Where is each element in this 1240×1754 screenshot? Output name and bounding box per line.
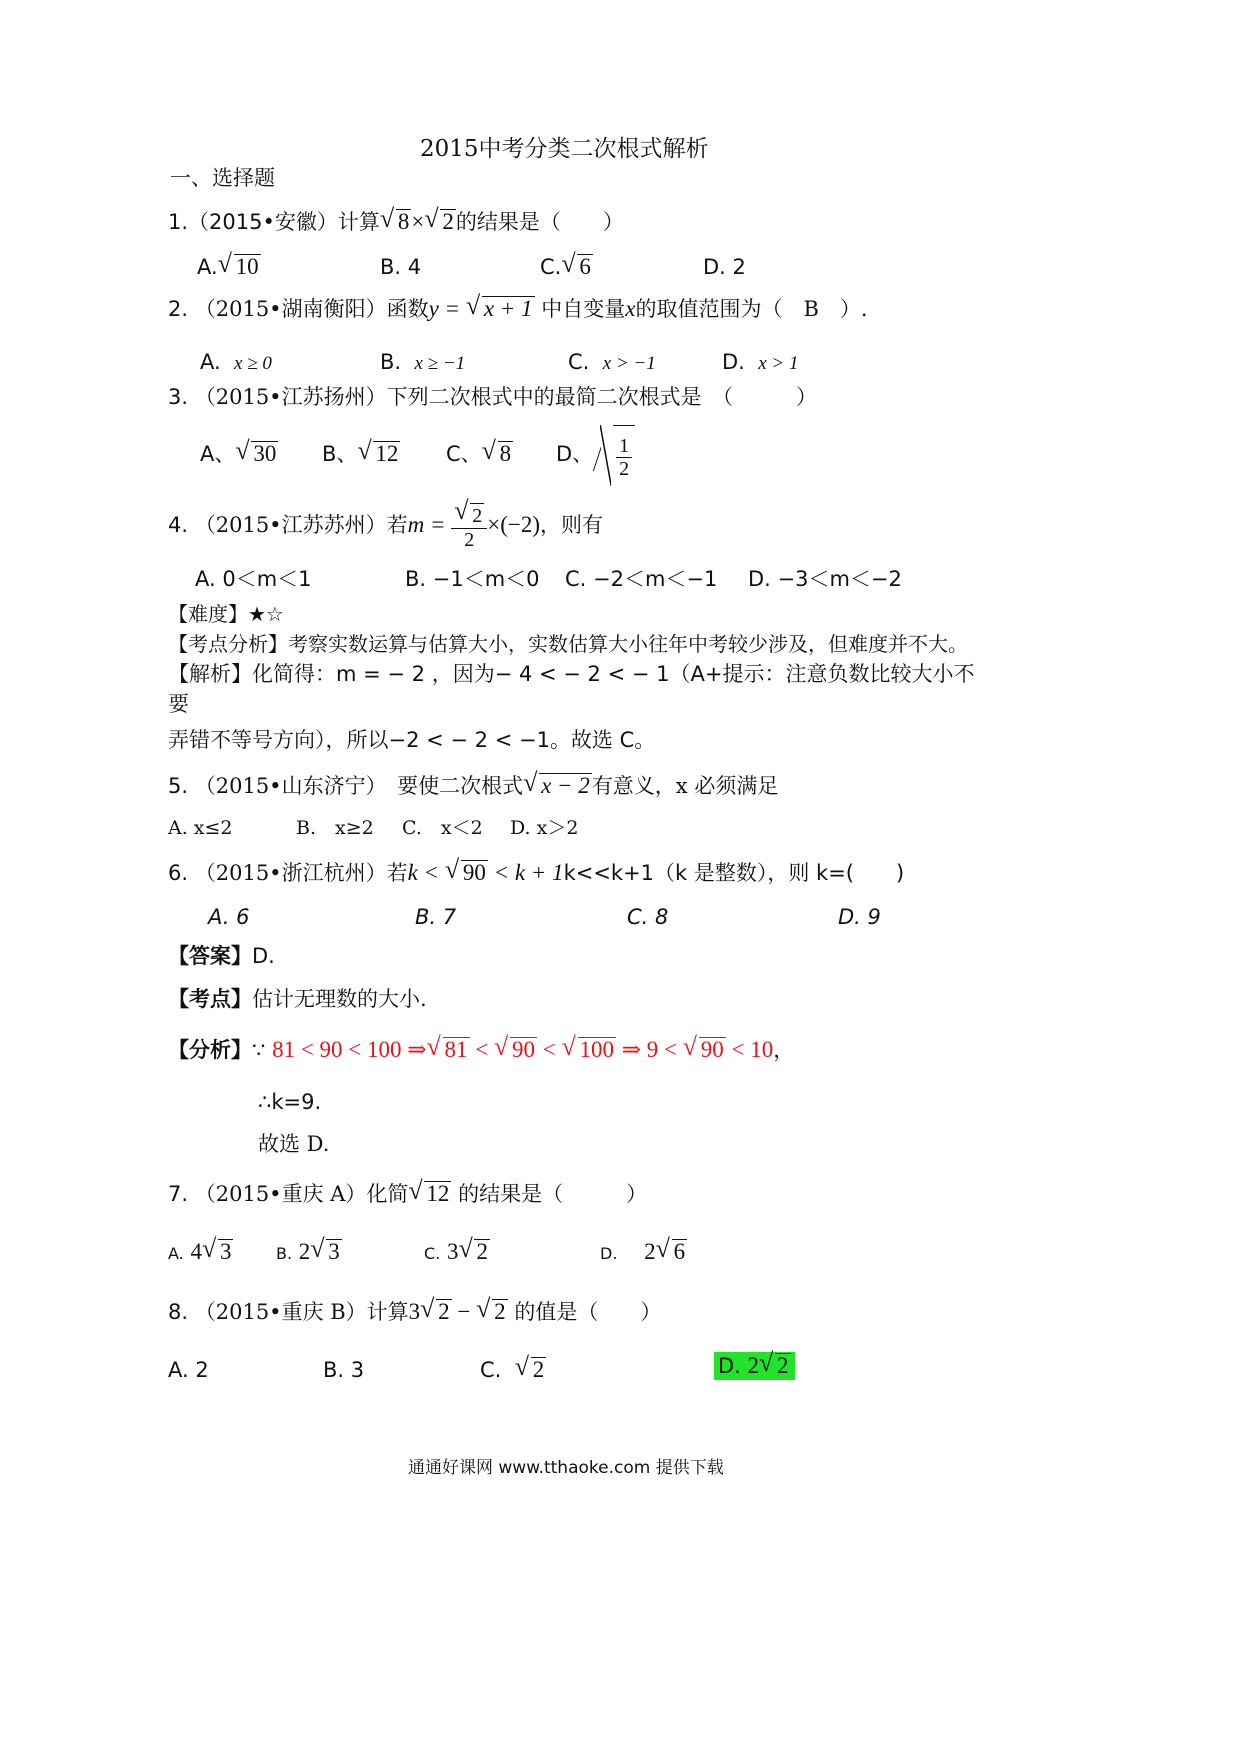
question-1-option-c: C.√ 6	[540, 253, 593, 281]
question-4-solution-line-2: 要	[168, 692, 189, 716]
question-6-choice: 故选 D.	[258, 1132, 330, 1156]
question-1-stem: 1.（2015•安徽）计算√ 8×√ 2的结果是（ ）	[168, 208, 624, 236]
question-1-option-a: A.√ 10	[197, 253, 261, 281]
question-6-option-a: A. 6	[208, 905, 250, 929]
question-5-option-c: C. x＜2	[402, 817, 483, 839]
question-3-option-c: C、√ 8	[446, 440, 513, 468]
question-6-option-d: D. 9	[838, 905, 881, 929]
question-2-stem: 2. （2015•湖南衡阳）函数y = √ x + 1 中自变量x的取值范围为（ B ）.	[168, 295, 868, 323]
question-2-option-c: C. x > −1	[568, 350, 656, 374]
question-6-stem: 6. （2015•浙江杭州）若k < √ 90 < k + 1k<<k+1（k 是整数），则 k=( )	[168, 859, 904, 887]
question-3-option-d: D、 $\frac{1}{2}$	[556, 424, 635, 486]
question-8-option-b: B. 3	[323, 1358, 365, 1382]
question-4-solution-line-3: 弄错不等号方向），所以−2 < − 2 < −1。故选 C。	[168, 728, 656, 752]
question-2-option-a: A. x ≥ 0	[200, 350, 272, 374]
question-3-option-a: A、√ 30	[200, 440, 278, 468]
question-3-option-b: B、√ 12	[322, 440, 400, 468]
question-6-answer: 【答案】D.	[168, 943, 275, 968]
section-heading: 一、选择题	[170, 166, 275, 190]
question-6-analysis: 【分析】∵ 81 < 90 < 100 ⇒√ 81 < √ 90 < √ 100 ⇒ 9 < √ 90 < 10，	[168, 1036, 794, 1064]
question-4-option-a: A. 0＜m＜1	[195, 567, 312, 591]
question-8-stem: 8. （2015•重庆 B）计算3√ 2 − √ 2 的值是（ ）	[168, 1298, 661, 1326]
question-8-option-c: C. √ 2	[480, 1356, 546, 1384]
question-5-option-b: B. x≥2	[296, 817, 374, 839]
question-4-stem: 4. （2015•江苏苏州）若m = √ $\frac{2}{2}$ ×(−2)，则有	[168, 500, 603, 551]
question-7-option-c: C. 3√ 2	[424, 1238, 490, 1268]
question-5-option-d: D. x＞2	[510, 817, 579, 839]
question-4-difficulty: 【难度】★☆	[168, 602, 284, 626]
question-4-option-c: C. −2＜m＜−1	[565, 567, 718, 591]
page-footer: 通通好课网 www.tthaoke.com 提供下载	[408, 1458, 724, 1478]
question-4-option-b: B. −1＜m＜0	[405, 567, 540, 591]
question-8-option-a: A. 2	[168, 1358, 209, 1382]
question-3-stem: 3. （2015•江苏扬州）下列二次根式中的最简二次根式是 （ ）	[168, 385, 818, 409]
question-4-analysis: 【考点分析】考察实数运算与估算大小，实数估算大小往年中考较少涉及，但难度并不大。	[168, 632, 968, 656]
page-title: 2015中考分类二次根式解析	[420, 136, 709, 162]
question-7-option-b: B. 2√ 3	[276, 1238, 342, 1268]
question-6-option-c: C. 8	[627, 905, 669, 929]
question-6-knowledge-point: 【考点】估计无理数的大小.	[168, 986, 427, 1011]
question-5-option-a: A. x≤2	[168, 817, 233, 839]
question-4-option-d: D. −3＜m＜−2	[748, 567, 902, 591]
question-1-option-d: D. 2	[703, 255, 746, 279]
question-7-stem: 7. （2015•重庆 A）化简√ 12 的结果是（ ）	[168, 1180, 647, 1208]
question-2-option-d: D. x > 1	[722, 350, 799, 374]
question-6-option-b: B. 7	[415, 905, 457, 929]
question-7-option-d: D. 2√ 6	[600, 1238, 687, 1268]
question-2-option-b: B. x ≥ −1	[380, 350, 466, 374]
question-7-option-a: A. 4√ 3	[168, 1238, 233, 1268]
question-1-option-b: B. 4	[380, 255, 422, 279]
question-6-conclusion: ∴k=9.	[258, 1090, 322, 1114]
question-5-stem: 5. （2015•山东济宁） 要使二次根式√ x − 2有意义，x 必须满足	[168, 772, 778, 800]
question-8-option-d-highlighted: D. 2√ 2	[714, 1352, 795, 1380]
question-4-solution-line-1: 【解析】化简得：m = − 2 ，因为− 4 < − 2 < − 1（A+提示：注意负数比较大小不	[168, 662, 975, 686]
